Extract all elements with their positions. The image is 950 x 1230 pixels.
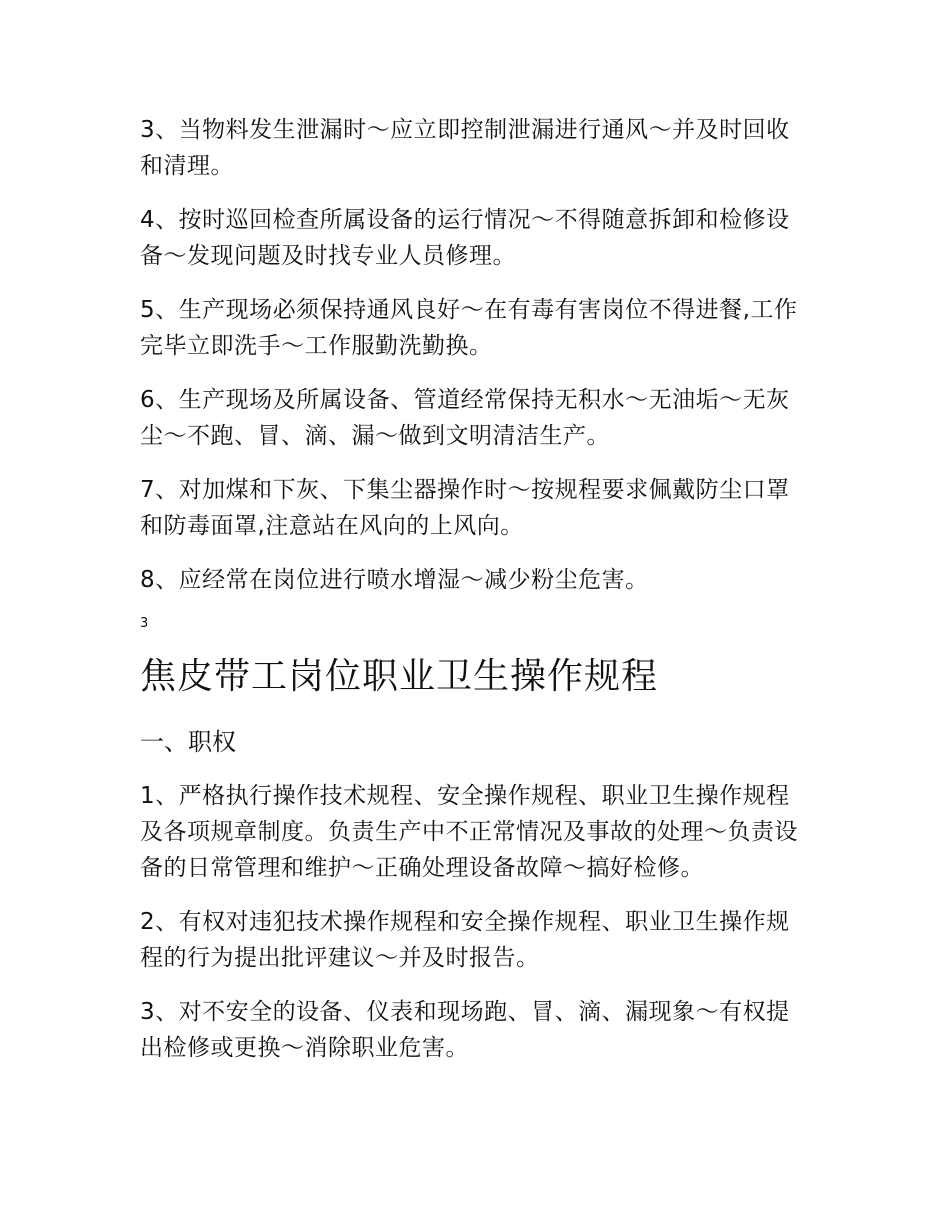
section-title: 焦皮带工岗位职业卫生操作规程 (140, 656, 659, 697)
rule-item-3: 3、当物料发生泄漏时～应立即控制泄漏进行通风～并及时回收和清理。 (140, 117, 790, 179)
authority-item-1: 1、严格执行操作技术规程、安全操作规程、职业卫生操作规程及各项规章制度。负责生产中不正常情况及事故的处理～负责设备的日常管理和维护～正确处理设备故障～搞好检修。 (140, 783, 798, 881)
rule-item-4: 4、按时巡回检查所属设备的运行情况～不得随意拆卸和检修设备～发现问题及时找专业人员修理。 (140, 207, 790, 269)
rule-item-8: 8、应经常在岗位进行喷水增湿～减少粉尘危害。 (140, 567, 649, 593)
sub-heading-authority: 一、职权 (140, 728, 236, 756)
authority-item-2: 2、有权对违犯技术操作规程和安全操作规程、职业卫生操作规程的行为提出批评建议～并及时报告。 (140, 909, 790, 971)
rule-item-5: 5、生产现场必须保持通风良好～在有毒有害岗位不得进餐,工作完毕立即洗手～工作服勤洗勤换。 (140, 297, 798, 359)
page-number: 3 (140, 616, 149, 631)
authority-item-3: 3、对不安全的设备、仪表和现场跑、冒、滴、漏现象～有权提出检修或更换～消除职业危害。 (140, 999, 790, 1061)
rule-item-7: 7、对加煤和下灰、下集尘器操作时～按规程要求佩戴防尘口罩和防毒面罩,注意站在风向的上风向。 (140, 477, 790, 539)
document-page (140, 112, 800, 1084)
rule-item-6: 6、生产现场及所属设备、管道经常保持无积水～无油垢～无灰尘～不跑、冒、滴、漏～做到文明清洁生产。 (140, 387, 790, 449)
